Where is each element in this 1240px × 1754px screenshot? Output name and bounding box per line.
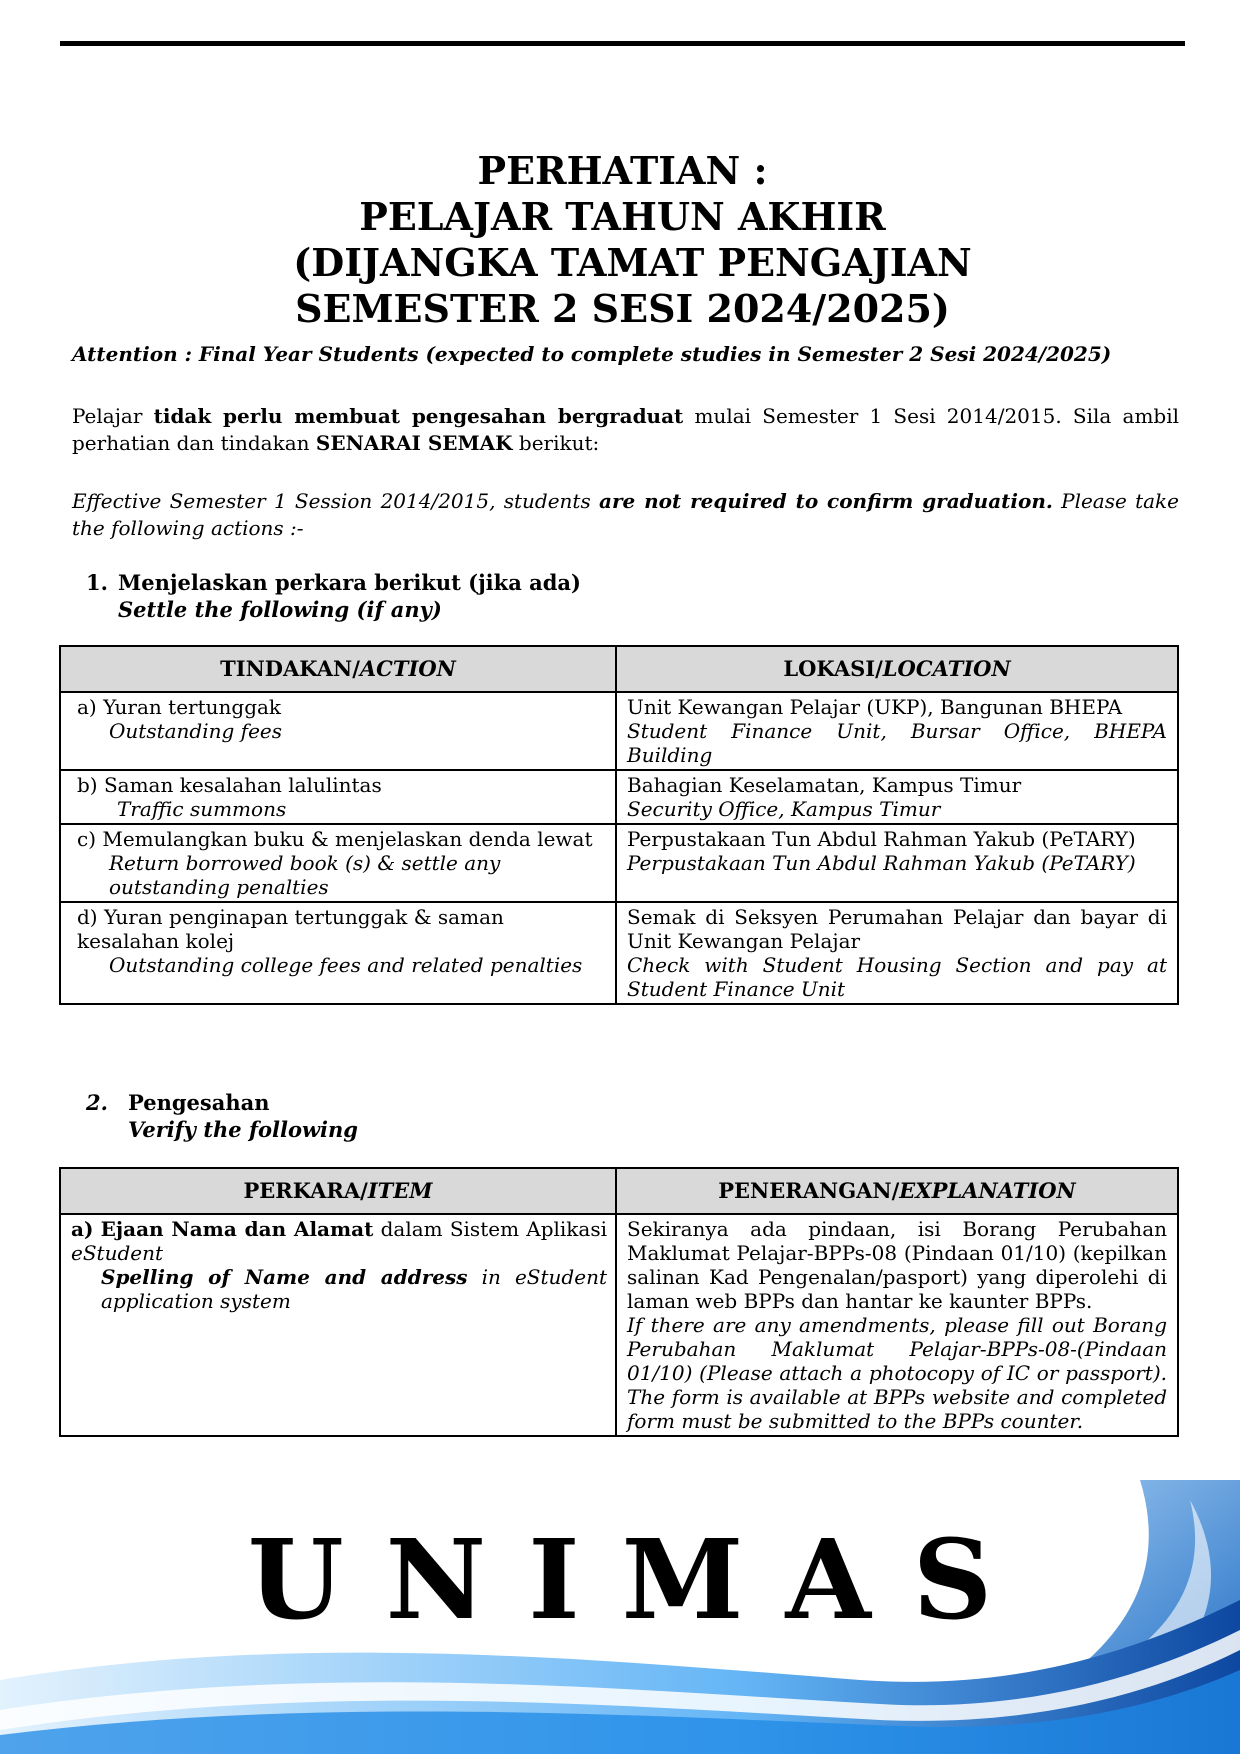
header-item-ms: PERKARA/: [243, 1178, 368, 1203]
table-row: [60, 824, 1178, 902]
item-en-bold: Spelling of Name and address: [101, 1265, 468, 1289]
title-line-1: PERHATIAN :: [477, 148, 768, 193]
explanation-en: If there are any amendments, please fill out Borang Perubahan Maklumat Pelajar-BPPs-08-(Pindaan 01/10) (Please attach a photocopy of IC or passport). The form is available at BPPs website and completed form must be submitted to the BPPs counter.: [627, 1313, 1167, 1433]
table-row: [60, 902, 1178, 1004]
attention-english: Attention : Final Year Students (expected to complete studies in Semester 2 Sesi 2024/2025): [72, 342, 1112, 366]
action-ms: d) Yuran penginapan tertunggak & saman kesalahan kolej: [77, 905, 504, 953]
section-2-subtitle: Verify the following: [128, 1117, 358, 1142]
header-item-en: ITEM: [367, 1178, 433, 1203]
title-line-3: (DIJANGKA TAMAT PENGAJIAN: [293, 240, 972, 285]
settlement-table: [59, 645, 1179, 1005]
item-ms-italic: eStudent: [71, 1241, 164, 1265]
unimas-brand: UNIMAS: [247, 1515, 1035, 1644]
intro-ms-bold-1: tidak perlu membuat pengesahan bergraduat: [153, 404, 684, 428]
header-action: [60, 646, 616, 692]
header-explanation: [616, 1168, 1178, 1214]
explanation-cell: [616, 1214, 1178, 1436]
location-en: Security Office, Kampus Timur: [627, 797, 941, 821]
intro-en-text-1: Effective Semester 1 Session 2014/2015, students: [72, 489, 599, 513]
action-ms: b) Saman kesalahan lalulintas: [77, 773, 382, 797]
location-cell: [616, 824, 1178, 902]
location-ms: Perpustakaan Tun Abdul Rahman Yakub (PeTARY): [627, 827, 1136, 851]
item-cell: [60, 1214, 616, 1436]
section-1-heading: [86, 569, 581, 623]
section-2-heading: [86, 1089, 358, 1143]
action-en: Traffic summons: [117, 797, 287, 821]
item-ms: [71, 1217, 607, 1265]
location-ms: Bahagian Keselamatan, Kampus Timur: [627, 773, 1022, 797]
intro-paragraph-english: [72, 488, 1179, 542]
header-action-ms: TINDAKAN/: [220, 656, 360, 681]
table-row: [60, 692, 1178, 770]
item-ms-text: dalam Sistem Aplikasi: [373, 1217, 608, 1241]
intro-ms-text-1: Pelajar: [72, 404, 154, 428]
table-row: [60, 1214, 1178, 1436]
action-en: Outstanding college fees and related penalties: [109, 953, 583, 977]
header-location: [616, 646, 1178, 692]
action-en: Outstanding fees: [109, 719, 282, 743]
location-en: Perpustakaan Tun Abdul Rahman Yakub (PeTARY): [627, 851, 1136, 875]
location-cell: [616, 692, 1178, 770]
notice-title: [60, 148, 1185, 332]
top-rule: [60, 41, 1185, 46]
table-row: [60, 770, 1178, 824]
section-1-number: 1.: [86, 570, 108, 595]
table-header-row: [60, 646, 1178, 692]
item-en-text: in eStudent application system: [101, 1265, 607, 1313]
header-explanation-en: EXPLANATION: [899, 1178, 1076, 1203]
action-cell: [60, 824, 616, 902]
verification-table: [59, 1167, 1179, 1437]
header-item: [60, 1168, 616, 1214]
header-location-en: LOCATION: [882, 656, 1011, 681]
location-ms: Semak di Seksyen Perumahan Pelajar dan bayar di Unit Kewangan Pelajar: [627, 905, 1167, 953]
location-cell: [616, 902, 1178, 1004]
location-ms: Unit Kewangan Pelajar (UKP), Bangunan BHEPA: [627, 695, 1123, 719]
intro-ms-bold-2: SENARAI SEMAK: [315, 431, 513, 455]
intro-ms-text-2: mulai Semester 1 Sesi 2014/2015. Sila ambil perhatian dan tindakan: [72, 404, 1180, 455]
section-1-subtitle: Settle the following (if any): [118, 597, 442, 622]
header-explanation-ms: PENERANGAN/: [718, 1178, 900, 1203]
item-label: a): [71, 1217, 94, 1241]
action-en: Return borrowed book (s) & settle any outstanding penalties: [109, 851, 501, 899]
title-line-4: SEMESTER 2 SESI 2024/2025): [295, 286, 950, 331]
item-ms-bold: Ejaan Nama dan Alamat: [100, 1217, 374, 1241]
intro-en-text-2: Please take the following actions :-: [72, 489, 1179, 540]
location-en: Student Finance Unit, Bursar Office, BHEPA Building: [627, 719, 1167, 767]
location-en: Check with Student Housing Section and pay at Student Finance Unit: [627, 953, 1167, 1001]
table-header-row: [60, 1168, 1178, 1214]
action-cell: [60, 770, 616, 824]
title-line-2: PELAJAR TAHUN AKHIR: [359, 194, 886, 239]
intro-en-bold-1: are not required to confirm graduation.: [599, 489, 1053, 513]
item-en: [71, 1265, 607, 1313]
action-ms: c) Memulangkan buku & menjelaskan denda lewat: [77, 827, 593, 851]
section-2-number: 2.: [86, 1090, 108, 1115]
action-cell: [60, 692, 616, 770]
section-1-title: Menjelaskan perkara berikut (jika ada): [118, 570, 581, 595]
header-location-ms: LOKASI/: [783, 656, 883, 681]
intro-paragraph-malay: [72, 403, 1179, 457]
explanation-ms: Sekiranya ada pindaan, isi Borang Perubahan Maklumat Pelajar-BPPs-08 (Pindaan 01/10) (kepilkan salinan Kad Pengenalan/pasport) yang diperolehi di laman web BPPs dan hantar ke kaunter BPPs.: [627, 1217, 1167, 1313]
action-ms: a) Yuran tertunggak: [77, 695, 282, 719]
intro-ms-text-3: berikut:: [512, 431, 600, 455]
location-cell: [616, 770, 1178, 824]
action-cell: [60, 902, 616, 1004]
header-action-en: ACTION: [359, 656, 456, 681]
section-2-title: Pengesahan: [128, 1090, 270, 1115]
